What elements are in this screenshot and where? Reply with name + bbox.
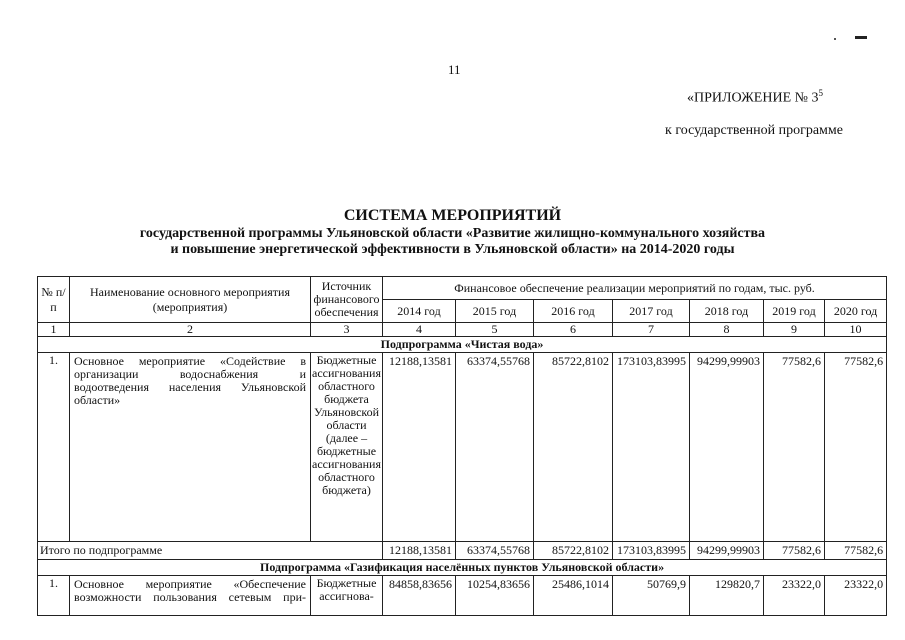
value-2018: 94299,99903 bbox=[690, 353, 764, 542]
header-year: 2014 год bbox=[383, 300, 456, 323]
table-row bbox=[38, 353, 887, 542]
measures-table bbox=[37, 276, 887, 616]
section-title-gasification: Подпрограмма «Газификация населённых пунктов Ульяновской области» bbox=[38, 560, 887, 576]
column-index: 3 bbox=[311, 323, 383, 337]
value-2017: 173103,83995 bbox=[613, 353, 690, 542]
value-2014: 12188,13581 bbox=[383, 353, 456, 542]
document-title: СИСТЕМА МЕРОПРИЯТИЙ bbox=[343, 207, 562, 224]
value-2014: 84858,83656 bbox=[383, 576, 456, 616]
value-2020: 77582,6 bbox=[825, 353, 887, 542]
column-index: 5 bbox=[456, 323, 534, 337]
section-title-clean-water: Подпрограмма «Чистая вода» bbox=[38, 337, 887, 353]
table-row bbox=[38, 576, 887, 616]
document-subtitle bbox=[0, 226, 905, 258]
header-year: 2018 год bbox=[690, 300, 764, 323]
appendix-superscript: 5 bbox=[818, 88, 823, 98]
value-2019: 23322,0 bbox=[764, 576, 825, 616]
header-year: 2020 год bbox=[825, 300, 887, 323]
header-year: 2019 год bbox=[764, 300, 825, 323]
row-number: 1. bbox=[38, 576, 70, 616]
column-index: 7 bbox=[613, 323, 690, 337]
subtitle-line-1: государственной программы Ульяновской области «Развитие жилищно-коммунального хозяйства bbox=[139, 226, 766, 241]
column-index: 9 bbox=[764, 323, 825, 337]
value-2018: 129820,7 bbox=[690, 576, 764, 616]
total-2019: 77582,6 bbox=[764, 542, 825, 560]
appendix-title: «ПРИЛОЖЕНИЕ № 3 bbox=[687, 90, 819, 106]
total-2020: 77582,6 bbox=[825, 542, 887, 560]
scan-mark bbox=[855, 36, 867, 39]
subtotal-label: Итого по подпрограмме bbox=[38, 542, 383, 560]
header-measure-name: Наименование основного мероприятия (мероприятия) bbox=[70, 277, 311, 323]
subtotal-row bbox=[38, 542, 887, 560]
column-index: 6 bbox=[534, 323, 613, 337]
section-row bbox=[38, 560, 887, 576]
total-2015: 63374,55768 bbox=[456, 542, 534, 560]
total-2017: 173103,83995 bbox=[613, 542, 690, 560]
value-2015: 10254,83656 bbox=[456, 576, 534, 616]
total-2018: 94299,99903 bbox=[690, 542, 764, 560]
header-year: 2015 год bbox=[456, 300, 534, 323]
column-index-row bbox=[38, 323, 887, 337]
column-index: 2 bbox=[70, 323, 311, 337]
value-2019: 77582,6 bbox=[764, 353, 825, 542]
value-2016: 85722,8102 bbox=[534, 353, 613, 542]
header-number: № п/п bbox=[38, 277, 70, 323]
section-row bbox=[38, 337, 887, 353]
row-number: 1. bbox=[38, 353, 70, 542]
header-funding-source: Источник финансового обеспечения bbox=[311, 277, 383, 323]
column-index: 10 bbox=[825, 323, 887, 337]
subtitle-line-2: и повышение энергетической эффективности в Ульяновской области» на 2014-2020 годы bbox=[170, 242, 735, 257]
page-number: 11 bbox=[448, 62, 461, 77]
measure-name: Основное мероприятие «Обеспечение возможности пользования сетевым при- bbox=[70, 576, 311, 616]
funding-source: Бюджетные ассигнования областного бюджета Ульяновской области (далее – бюджетные ассигнования областного бюджета) bbox=[311, 353, 383, 542]
value-2017: 50769,9 bbox=[613, 576, 690, 616]
measure-name: Основное мероприятие «Содействие в организации водоснабжения и водоотведения населения Ульяновской области» bbox=[70, 353, 311, 542]
value-2020: 23322,0 bbox=[825, 576, 887, 616]
total-2014: 12188,13581 bbox=[383, 542, 456, 560]
appendix-heading bbox=[687, 88, 823, 107]
appendix-subtitle: к государственной программе bbox=[665, 123, 843, 138]
column-index: 8 bbox=[690, 323, 764, 337]
value-2016: 25486,1014 bbox=[534, 576, 613, 616]
column-index: 1 bbox=[38, 323, 70, 337]
header-year: 2017 год bbox=[613, 300, 690, 323]
scan-speck bbox=[834, 38, 836, 40]
funding-source: Бюджетные ассигнова- bbox=[311, 576, 383, 616]
header-funding: Финансовое обеспечение реализации мероприятий по годам, тыс. руб. bbox=[383, 277, 887, 300]
value-2015: 63374,55768 bbox=[456, 353, 534, 542]
header-year: 2016 год bbox=[534, 300, 613, 323]
column-index: 4 bbox=[383, 323, 456, 337]
total-2016: 85722,8102 bbox=[534, 542, 613, 560]
